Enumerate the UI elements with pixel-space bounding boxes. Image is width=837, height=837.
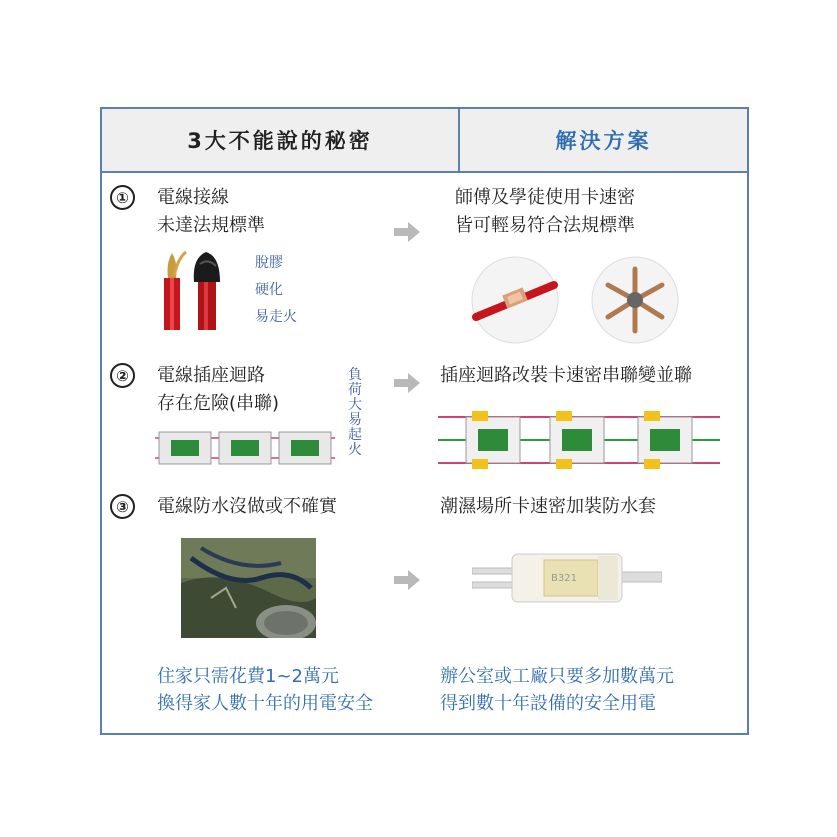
series-outlets-image (155, 428, 335, 468)
parallel-outlets-image (438, 407, 720, 473)
wet-area-photo (181, 538, 316, 638)
row1-solution-line1: 師傅及學徒使用卡速密 (455, 187, 635, 208)
row2-solution-line1: 插座迴路改裝卡速密串聯變並聯 (440, 365, 692, 386)
row3-number: ③ (110, 494, 135, 519)
row1-number: ① (110, 185, 135, 210)
footer-right-line2: 得到數十年設備的安全用電 (440, 693, 656, 714)
vertical-note-overload (347, 368, 363, 458)
waterproof-connector-image (472, 548, 662, 608)
footer-left-line1: 住家只需花費1~2萬元 (157, 666, 339, 687)
footer-right-line1: 辦公室或工廠只要多加數萬元 (440, 666, 674, 687)
header-solutions: 解決方案 (458, 109, 747, 173)
row1-solution-line2: 皆可輕易符合法規標準 (455, 215, 635, 236)
row2-number: ② (110, 363, 135, 388)
note-fire-risk: 易走火 (255, 309, 297, 325)
vnote-2: 荷 (348, 382, 362, 398)
product-label: B321 (551, 573, 577, 584)
multi-wire-connector-image (590, 255, 680, 345)
row1-arrow-icon (394, 222, 420, 242)
damaged-wires-image (160, 248, 230, 334)
row1-problem-line2: 未達法規標準 (157, 215, 265, 236)
row1-problem-line1: 電線接線 (157, 187, 229, 208)
row2-problem-line2: 存在危險(串聯) (157, 393, 280, 414)
vnote-6: 火 (348, 442, 362, 458)
note-hardening: 硬化 (255, 282, 283, 298)
row3-solution-line1: 潮濕場所卡速密加裝防水套 (440, 496, 656, 517)
connector-wire-image (470, 255, 560, 345)
row2-arrow-icon (394, 373, 420, 393)
row3-arrow-icon (394, 570, 420, 590)
note-peeling: 脫膠 (255, 255, 283, 271)
vnote-5: 起 (348, 427, 362, 443)
vnote-4: 易 (348, 412, 362, 428)
vnote-1: 負 (348, 367, 362, 383)
header-problems: 3大不能說的秘密 (102, 109, 458, 173)
row3-problem-line1: 電線防水沒做或不確實 (157, 496, 337, 517)
footer-left-line2: 換得家人數十年的用電安全 (157, 693, 373, 714)
row2-problem-line1: 電線插座迴路 (157, 365, 265, 386)
vnote-3: 大 (348, 397, 362, 413)
